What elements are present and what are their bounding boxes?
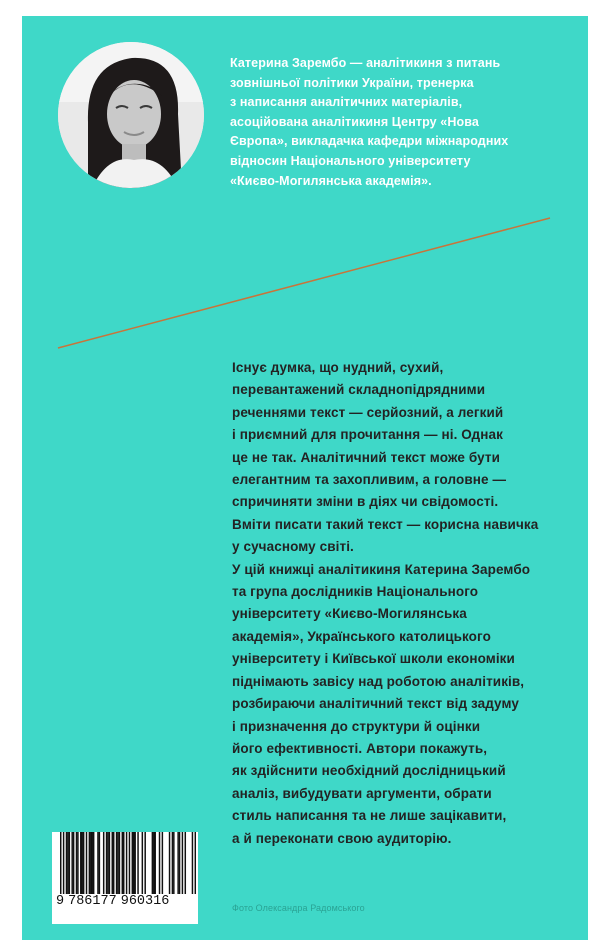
barcode-bar [99,832,100,894]
barcode-bars [60,832,196,894]
isbn-prefix: 9 [56,894,65,909]
barcode-bar [154,832,155,894]
description-line: піднімають завісу над роботою аналітиків, [232,673,525,689]
barcode-bar [60,832,61,894]
barcode-bar [107,832,108,894]
description-line: а й переконати свою аудиторію. [232,830,452,846]
barcode-bar [86,832,87,894]
barcode-bar [80,832,81,894]
barcode-bar [93,832,94,894]
barcode-bar [126,832,127,894]
description-line: реченнями текст — серйозний, а легкий [232,404,504,420]
bio-line: з написання аналітичних матеріалів, [230,95,463,110]
barcode-bar [185,832,186,894]
barcode-bar [66,832,67,894]
barcode-bar [91,832,92,894]
book-description [232,357,572,850]
description-line: Існує думка, що нудний, сухий, [232,360,444,375]
barcode-bar [113,832,114,894]
barcode-bar [132,832,133,894]
description-line: університету і Київської школи економіки [232,651,515,667]
bio-line: Європа», викладачка кафедри міжнародних [230,134,509,149]
bio-line: асоційована аналітикиня Центру «Нова [230,114,479,129]
description-line: перевантажений складнопідрядними [232,382,486,398]
description-line: і призначення до структури й оцінки [232,718,481,734]
barcode-bar [152,832,153,894]
description-line: академія», Українського католицького [232,628,491,644]
description-line: Вміти писати такий текст — корисна навичка [232,516,539,532]
barcode-bar [81,832,82,894]
barcode-bar [172,832,173,894]
barcode-bar [142,832,143,894]
barcode-bar [119,832,120,894]
description-line: спричиняти зміни в діях чи свідомості. [232,494,499,510]
barcode-bar [177,832,178,894]
barcode-bar [106,832,107,894]
barcode-bar [109,832,110,894]
description-line: його ефективності. Автори покажуть, [232,740,488,756]
barcode-bar [97,832,98,894]
description-line: як здійснити необхідний дослідницький [232,763,506,779]
description-line: аналіз, вибудувати аргументи, обрати [232,785,492,801]
barcode-bar [173,832,174,894]
bio-line: Катерина Зарембо — аналітикиня з питань [230,56,501,70]
barcode-bar [112,832,113,894]
description-line: та група дослідників Національного [232,584,479,600]
barcode-bar [182,832,183,894]
isbn-group-left: 786177 [68,894,117,909]
barcode-bar [67,832,68,894]
barcode-bar [89,832,90,894]
barcode-bar [192,832,193,894]
barcode-bar [137,832,138,894]
barcode-bar [162,832,163,894]
barcode-bar [103,832,104,894]
description-line: у сучасному світі. [232,539,354,555]
description-line: і приємний для прочитання — ні. Однак [232,427,503,443]
barcode-bar [83,832,84,894]
barcode-bar [144,832,145,894]
description-line: університету «Києво-Могилянська [232,606,467,622]
description-line: розбираючи аналітичний текст від задуму [232,696,519,712]
barcode-bar [159,832,160,894]
barcode-bar [179,832,180,894]
description-line: У цій книжці аналітикиня Катерина Зарембо [232,561,531,577]
barcode-bar [116,832,117,894]
barcode-bar [123,832,124,894]
barcode-bar [122,832,123,894]
barcode-bar [71,832,72,894]
barcode-bar [69,832,70,894]
description-line: це не так. Аналітичний текст може бути [232,449,500,465]
bio-line: «Києво-Могилянська академія». [230,173,432,188]
barcode-bar [73,832,74,894]
barcode-bar [129,832,130,894]
barcode-bar [134,832,135,894]
barcode-bar [133,832,134,894]
isbn-group-right: 960316 [120,894,170,909]
barcode-bar [77,832,78,894]
barcode-bar [90,832,91,894]
barcode-bar [169,832,170,894]
barcode-bar [153,832,154,894]
photo-credit: Фото Олександра Радомського [232,903,365,913]
barcode-bar [117,832,118,894]
description-line: елегантним та захопливим, а головне — [232,472,507,488]
barcode-bar [63,832,64,894]
bio-line: відносин Національного університету [230,153,471,168]
isbn-barcode [52,832,198,924]
description-line: стиль написання та не лише зацікавити, [232,808,507,824]
bio-line: зовнішньої політики України, тренерка [230,75,474,90]
barcode-bar [76,832,77,894]
isbn-number [56,894,196,909]
barcode-bar [195,832,196,894]
